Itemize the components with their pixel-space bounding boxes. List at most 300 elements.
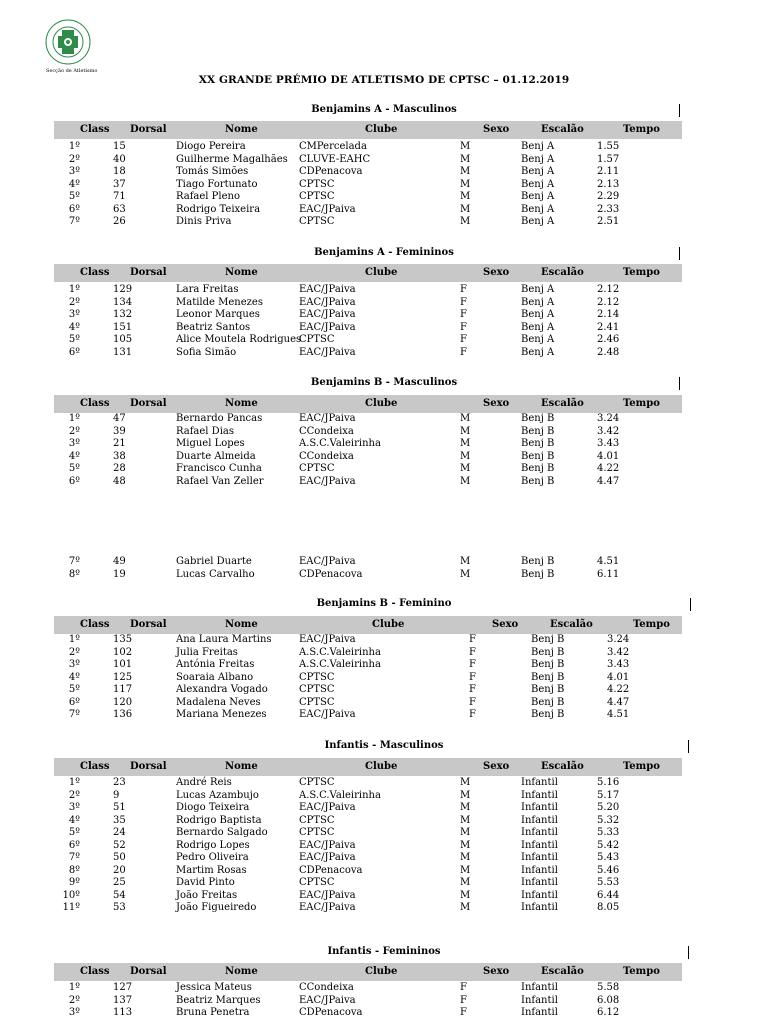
cell-sex: F	[469, 709, 476, 720]
cell-category: Infantil	[521, 889, 558, 901]
cell-name: Madalena Neves	[176, 696, 261, 708]
header-category: Escalão	[541, 124, 584, 135]
header-club: Clube	[365, 398, 398, 409]
cell-club: CPTSC	[299, 671, 335, 683]
cell-dorsal: 19	[113, 568, 126, 580]
cell-club: CPTSC	[299, 463, 335, 474]
section-title: Infantis - Masculinos	[324, 740, 444, 751]
header-time: Tempo	[623, 267, 660, 278]
text-cursor-mark	[679, 247, 680, 260]
cell-class: 1º	[68, 141, 80, 152]
table-row	[0, 438, 768, 451]
cell-class: 8º	[68, 864, 80, 876]
header-sex: Sexo	[492, 619, 519, 630]
cell-sex: F	[469, 696, 476, 708]
cell-name: Rafael Van Zeller	[176, 475, 264, 487]
section-title: Benjamins B - Feminino	[316, 598, 452, 609]
header-sex: Sexo	[483, 761, 510, 772]
table-row	[0, 902, 768, 915]
cell-name: Gabriel Duarte	[176, 556, 252, 567]
cell-sex: F	[460, 284, 467, 295]
cell-time: 1.57	[597, 153, 620, 165]
cell-club: EAC/JPaiva	[299, 475, 356, 487]
cell-sex: F	[460, 982, 467, 993]
header-name: Nome	[225, 619, 258, 630]
cell-category: Infantil	[521, 877, 558, 888]
cell-class: 3º	[68, 1007, 80, 1018]
table-row	[0, 1007, 768, 1020]
text-cursor-mark	[679, 104, 680, 117]
cell-dorsal: 129	[113, 284, 133, 295]
table-row	[0, 995, 768, 1008]
table-row	[0, 827, 768, 840]
cell-time: 6.44	[597, 889, 620, 901]
cell-name: Lucas Azambujo	[176, 789, 259, 801]
cell-name: Rodrigo Teixeira	[176, 203, 261, 215]
cell-dorsal: 54	[113, 889, 126, 901]
cell-category: Benj A	[521, 166, 555, 177]
text-cursor-mark	[690, 598, 691, 611]
header-sex: Sexo	[483, 398, 510, 409]
cell-category: Infantil	[521, 1007, 558, 1018]
cell-time: 2.41	[597, 321, 620, 333]
cell-dorsal: 102	[113, 646, 133, 658]
table-header	[54, 264, 682, 282]
cell-dorsal: 23	[113, 777, 126, 788]
cell-club: EAC/JPaiva	[299, 634, 356, 645]
results-rows	[0, 141, 768, 229]
cell-time: 2.48	[597, 346, 620, 358]
table-row	[0, 463, 768, 476]
cell-sex: M	[460, 216, 471, 227]
results-rows	[0, 777, 768, 915]
cell-name: Sofia Simão	[176, 346, 237, 358]
header-name: Nome	[225, 761, 258, 772]
cell-category: Benj A	[521, 153, 555, 165]
cell-class: 1º	[68, 777, 80, 788]
cell-time: 5.58	[597, 982, 620, 993]
cell-sex: F	[460, 1007, 467, 1018]
cell-class: 6º	[68, 696, 80, 708]
table-row	[0, 672, 768, 685]
cell-class: 6º	[68, 203, 80, 215]
cell-name: Matilde Menezes	[176, 296, 263, 308]
cell-class: 3º	[68, 309, 80, 320]
cell-club: CDPenacova	[299, 864, 363, 876]
cell-time: 5.43	[597, 852, 620, 863]
header-class: Class	[80, 398, 110, 409]
cell-category: Benj A	[521, 203, 555, 215]
cell-sex: F	[460, 334, 467, 345]
cell-category: Benj B	[531, 709, 565, 720]
cell-sex: F	[460, 296, 467, 308]
cell-category: Benj A	[521, 309, 555, 320]
cell-time: 3.43	[597, 438, 620, 449]
cell-club: CPTSC	[299, 334, 335, 345]
table-row	[0, 216, 768, 229]
cell-sex: M	[460, 166, 471, 177]
table-row	[0, 697, 768, 710]
cell-name: David Pinto	[176, 877, 235, 888]
table-row	[0, 840, 768, 853]
cell-dorsal: 132	[113, 309, 133, 320]
cell-sex: M	[460, 789, 471, 801]
header-club: Clube	[365, 267, 398, 278]
cell-time: 2.46	[597, 334, 620, 345]
cell-time: 6.08	[597, 994, 620, 1006]
cell-time: 8.05	[597, 902, 620, 913]
table-header	[54, 395, 682, 413]
cell-category: Infantil	[521, 982, 558, 993]
cell-dorsal: 47	[113, 413, 126, 424]
cell-category: Infantil	[521, 852, 558, 863]
cell-category: Benj B	[531, 634, 565, 645]
club-logo	[40, 16, 100, 78]
table-row	[0, 451, 768, 464]
cell-category: Infantil	[521, 814, 558, 826]
cell-sex: F	[460, 994, 467, 1006]
table-row	[0, 569, 768, 582]
cell-name: Dinis Priva	[176, 216, 232, 227]
cell-name: Martim Rosas	[176, 864, 247, 876]
cell-name: Beatriz Marques	[176, 994, 261, 1006]
cell-category: Benj A	[521, 178, 555, 190]
cell-class: 4º	[68, 321, 80, 333]
cell-club: EAC/JPaiva	[299, 321, 356, 333]
cell-category: Infantil	[521, 902, 558, 913]
cell-sex: M	[460, 902, 471, 913]
cell-name: Antónia Freitas	[176, 659, 255, 670]
cell-name: Bruna Penetra	[176, 1007, 250, 1018]
cell-name: Francisco Cunha	[176, 463, 262, 474]
cell-club: CPTSC	[299, 216, 335, 227]
cell-sex: M	[460, 568, 471, 580]
table-header	[54, 963, 682, 981]
cell-category: Benj B	[521, 463, 555, 474]
cell-time: 4.51	[607, 709, 630, 720]
table-row	[0, 815, 768, 828]
header-category: Escalão	[541, 966, 584, 977]
table-row	[0, 179, 768, 192]
cell-sex: M	[460, 450, 471, 462]
cell-name: André Reis	[176, 777, 232, 788]
cell-dorsal: 28	[113, 463, 126, 474]
table-row	[0, 204, 768, 217]
cell-class: 6º	[68, 346, 80, 358]
cell-time: 5.17	[597, 789, 620, 801]
header-dorsal: Dorsal	[130, 398, 167, 409]
cell-sex: M	[460, 153, 471, 165]
cell-sex: M	[460, 839, 471, 851]
table-header	[54, 758, 682, 776]
table-row	[0, 297, 768, 310]
cell-time: 3.24	[597, 413, 620, 424]
cell-class: 2º	[68, 425, 80, 437]
cell-class: 7º	[68, 852, 80, 863]
header-sex: Sexo	[483, 966, 510, 977]
results-rows	[0, 284, 768, 359]
results-rows	[0, 982, 768, 1020]
table-row	[0, 426, 768, 439]
cell-name: Lara Freitas	[176, 284, 239, 295]
cell-class: 2º	[68, 994, 80, 1006]
cell-class: 3º	[68, 166, 80, 177]
cell-category: Benj B	[521, 438, 555, 449]
cell-category: Benj A	[521, 284, 555, 295]
header-class: Class	[80, 966, 110, 977]
cell-name: Miguel Lopes	[176, 438, 245, 449]
cell-club: EAC/JPaiva	[299, 346, 356, 358]
header-category: Escalão	[541, 267, 584, 278]
cell-class: 3º	[68, 659, 80, 670]
header-class: Class	[80, 761, 110, 772]
cell-dorsal: 101	[113, 659, 133, 670]
cell-time: 4.47	[597, 475, 620, 487]
logo-caption: Secção de Atletismo	[46, 68, 98, 74]
cell-time: 3.24	[607, 634, 630, 645]
cell-name: Tiago Fortunato	[176, 178, 258, 190]
cell-club: EAC/JPaiva	[299, 852, 356, 863]
cell-name: Ana Laura Martins	[176, 634, 272, 645]
document-title: XX GRANDE PRÉMIO DE ATLETISMO DE CPTSC – 01.12.2019	[198, 74, 570, 86]
section-title: Infantis - Femininos	[327, 946, 441, 957]
cell-category: Benj B	[521, 425, 555, 437]
cell-dorsal: 63	[113, 203, 126, 215]
cell-dorsal: 25	[113, 877, 126, 888]
table-row	[0, 709, 768, 722]
cell-club: CCondeixa	[299, 425, 354, 437]
cell-name: Diogo Pereira	[176, 141, 246, 152]
section-title: Benjamins B - Masculinos	[310, 377, 458, 388]
cell-time: 2.13	[597, 178, 620, 190]
cell-class: 1º	[68, 634, 80, 645]
cell-dorsal: 40	[113, 153, 126, 165]
cell-class: 4º	[68, 671, 80, 683]
cell-class: 7º	[68, 709, 80, 720]
cell-sex: M	[460, 413, 471, 424]
cell-dorsal: 135	[113, 634, 133, 645]
cell-time: 3.43	[607, 659, 630, 670]
cell-sex: F	[460, 309, 467, 320]
cell-time: 2.33	[597, 203, 620, 215]
table-row	[0, 790, 768, 803]
text-cursor-mark	[679, 377, 680, 390]
cell-dorsal: 137	[113, 994, 133, 1006]
cell-class: 4º	[68, 450, 80, 462]
table-header	[54, 121, 682, 139]
header-class: Class	[80, 619, 110, 630]
cell-club: EAC/JPaiva	[299, 284, 356, 295]
header-class: Class	[80, 267, 110, 278]
cell-sex: M	[460, 425, 471, 437]
cell-dorsal: 127	[113, 982, 133, 993]
cell-name: Guilherme Magalhães	[176, 153, 288, 165]
cell-class: 2º	[68, 789, 80, 801]
cell-category: Benj B	[521, 475, 555, 487]
cell-class: 3º	[68, 438, 80, 449]
table-row	[0, 191, 768, 204]
table-row	[0, 413, 768, 426]
cell-sex: F	[469, 684, 476, 695]
table-header	[54, 616, 682, 634]
cell-name: Leonor Marques	[176, 309, 260, 320]
cell-dorsal: 131	[113, 346, 133, 358]
results-rows	[0, 634, 768, 722]
table-row	[0, 334, 768, 347]
cell-time: 2.51	[597, 216, 620, 227]
cell-dorsal: 21	[113, 438, 126, 449]
cell-name: Mariana Menezes	[176, 709, 267, 720]
cell-club: EAC/JPaiva	[299, 309, 356, 320]
cell-time: 1.55	[597, 141, 620, 152]
cell-name: Rodrigo Lopes	[176, 839, 250, 851]
results-rows	[0, 556, 768, 581]
cell-name: Alexandra Vogado	[176, 684, 268, 695]
cell-class: 5º	[68, 463, 80, 474]
cell-name: Tomás Simões	[176, 166, 249, 177]
cell-dorsal: 18	[113, 166, 126, 177]
cell-club: CPTSC	[299, 178, 335, 190]
cell-name: Soaraia Albano	[176, 671, 254, 683]
cell-category: Benj B	[521, 556, 555, 567]
cell-club: EAC/JPaiva	[299, 902, 356, 913]
cell-dorsal: 49	[113, 556, 126, 567]
cell-time: 2.11	[597, 166, 620, 177]
cell-category: Infantil	[521, 827, 558, 838]
cell-dorsal: 35	[113, 814, 126, 826]
cell-name: Lucas Carvalho	[176, 568, 255, 580]
header-time: Tempo	[633, 619, 670, 630]
cell-class: 5º	[68, 827, 80, 838]
cell-category: Benj B	[531, 671, 565, 683]
table-row	[0, 890, 768, 903]
cell-club: EAC/JPaiva	[299, 296, 356, 308]
cell-class: 6º	[68, 839, 80, 851]
cell-club: CPTSC	[299, 191, 335, 202]
cell-sex: M	[460, 191, 471, 202]
header-category: Escalão	[550, 619, 593, 630]
header-club: Clube	[365, 124, 398, 135]
header-club: Clube	[365, 761, 398, 772]
table-row	[0, 634, 768, 647]
cell-club: CDPenacova	[299, 568, 363, 580]
header-dorsal: Dorsal	[130, 124, 167, 135]
header-club: Clube	[365, 966, 398, 977]
cell-time: 5.46	[597, 864, 620, 876]
cell-category: Benj B	[531, 646, 565, 658]
header-sex: Sexo	[483, 124, 510, 135]
results-rows	[0, 413, 768, 488]
cell-time: 5.53	[597, 877, 620, 888]
cell-dorsal: 15	[113, 141, 126, 152]
cell-category: Infantil	[521, 802, 558, 813]
cell-category: Benj B	[521, 413, 555, 424]
cell-club: EAC/JPaiva	[299, 413, 356, 424]
cell-club: EAC/JPaiva	[299, 994, 356, 1006]
cell-time: 4.01	[607, 671, 630, 683]
table-row	[0, 684, 768, 697]
cell-class: 5º	[68, 191, 80, 202]
table-row	[0, 982, 768, 995]
header-class: Class	[80, 124, 110, 135]
cell-name: Beatriz Santos	[176, 321, 251, 333]
cell-dorsal: 37	[113, 178, 126, 190]
cell-time: 4.22	[607, 684, 630, 695]
cell-club: CPTSC	[299, 814, 335, 826]
cell-dorsal: 48	[113, 475, 126, 487]
cell-time: 6.12	[597, 1007, 620, 1018]
header-sex: Sexo	[483, 267, 510, 278]
cell-club: CPTSC	[299, 777, 335, 788]
header-time: Tempo	[623, 761, 660, 772]
cell-sex: M	[460, 889, 471, 901]
cell-class: 1º	[68, 284, 80, 295]
cell-class: 5º	[68, 684, 80, 695]
cell-dorsal: 120	[113, 696, 133, 708]
cell-category: Benj B	[521, 450, 555, 462]
cell-category: Benj A	[521, 346, 555, 358]
cell-club: CLUVE-EAHC	[299, 153, 371, 165]
cell-time: 2.12	[597, 296, 620, 308]
cell-name: Rafael Dias	[176, 425, 234, 437]
cell-time: 2.12	[597, 284, 620, 295]
header-category: Escalão	[541, 398, 584, 409]
cell-time: 6.11	[597, 568, 620, 580]
cell-class: 7º	[68, 556, 80, 567]
cell-club: EAC/JPaiva	[299, 203, 356, 215]
cell-dorsal: 125	[113, 671, 133, 683]
cell-class: 2º	[68, 646, 80, 658]
cell-category: Infantil	[521, 777, 558, 788]
cell-sex: M	[460, 777, 471, 788]
cell-category: Benj A	[521, 321, 555, 333]
cell-sex: M	[460, 827, 471, 838]
cell-name: Bernardo Salgado	[176, 827, 268, 838]
cell-dorsal: 136	[113, 709, 133, 720]
table-row	[0, 802, 768, 815]
cell-dorsal: 24	[113, 827, 126, 838]
cell-name: João Figueiredo	[176, 902, 257, 913]
cell-club: EAC/JPaiva	[299, 709, 356, 720]
cell-class: 11º	[62, 902, 80, 913]
cell-club: EAC/JPaiva	[299, 802, 356, 813]
cell-category: Infantil	[521, 789, 558, 801]
cell-category: Benj B	[521, 568, 555, 580]
cell-time: 5.42	[597, 839, 620, 851]
cell-category: Benj A	[521, 334, 555, 345]
cell-sex: M	[460, 556, 471, 567]
cell-dorsal: 20	[113, 864, 126, 876]
cell-name: Pedro Oliveira	[176, 852, 249, 863]
table-row	[0, 777, 768, 790]
cell-dorsal: 39	[113, 425, 126, 437]
cell-name: Jessica Mateus	[176, 982, 252, 993]
cell-time: 3.42	[607, 646, 630, 658]
header-dorsal: Dorsal	[130, 267, 167, 278]
cell-name: João Freitas	[176, 889, 238, 901]
cell-dorsal: 53	[113, 902, 126, 913]
cell-dorsal: 134	[113, 296, 133, 308]
header-name: Nome	[225, 966, 258, 977]
cell-club: A.S.C.Valeirinha	[299, 438, 381, 449]
cell-sex: M	[460, 438, 471, 449]
table-row	[0, 154, 768, 167]
header-name: Nome	[225, 124, 258, 135]
cell-dorsal: 117	[113, 684, 133, 695]
cell-name: Bernardo Pancas	[176, 413, 263, 424]
cell-class: 6º	[68, 475, 80, 487]
cell-category: Benj A	[521, 141, 555, 152]
